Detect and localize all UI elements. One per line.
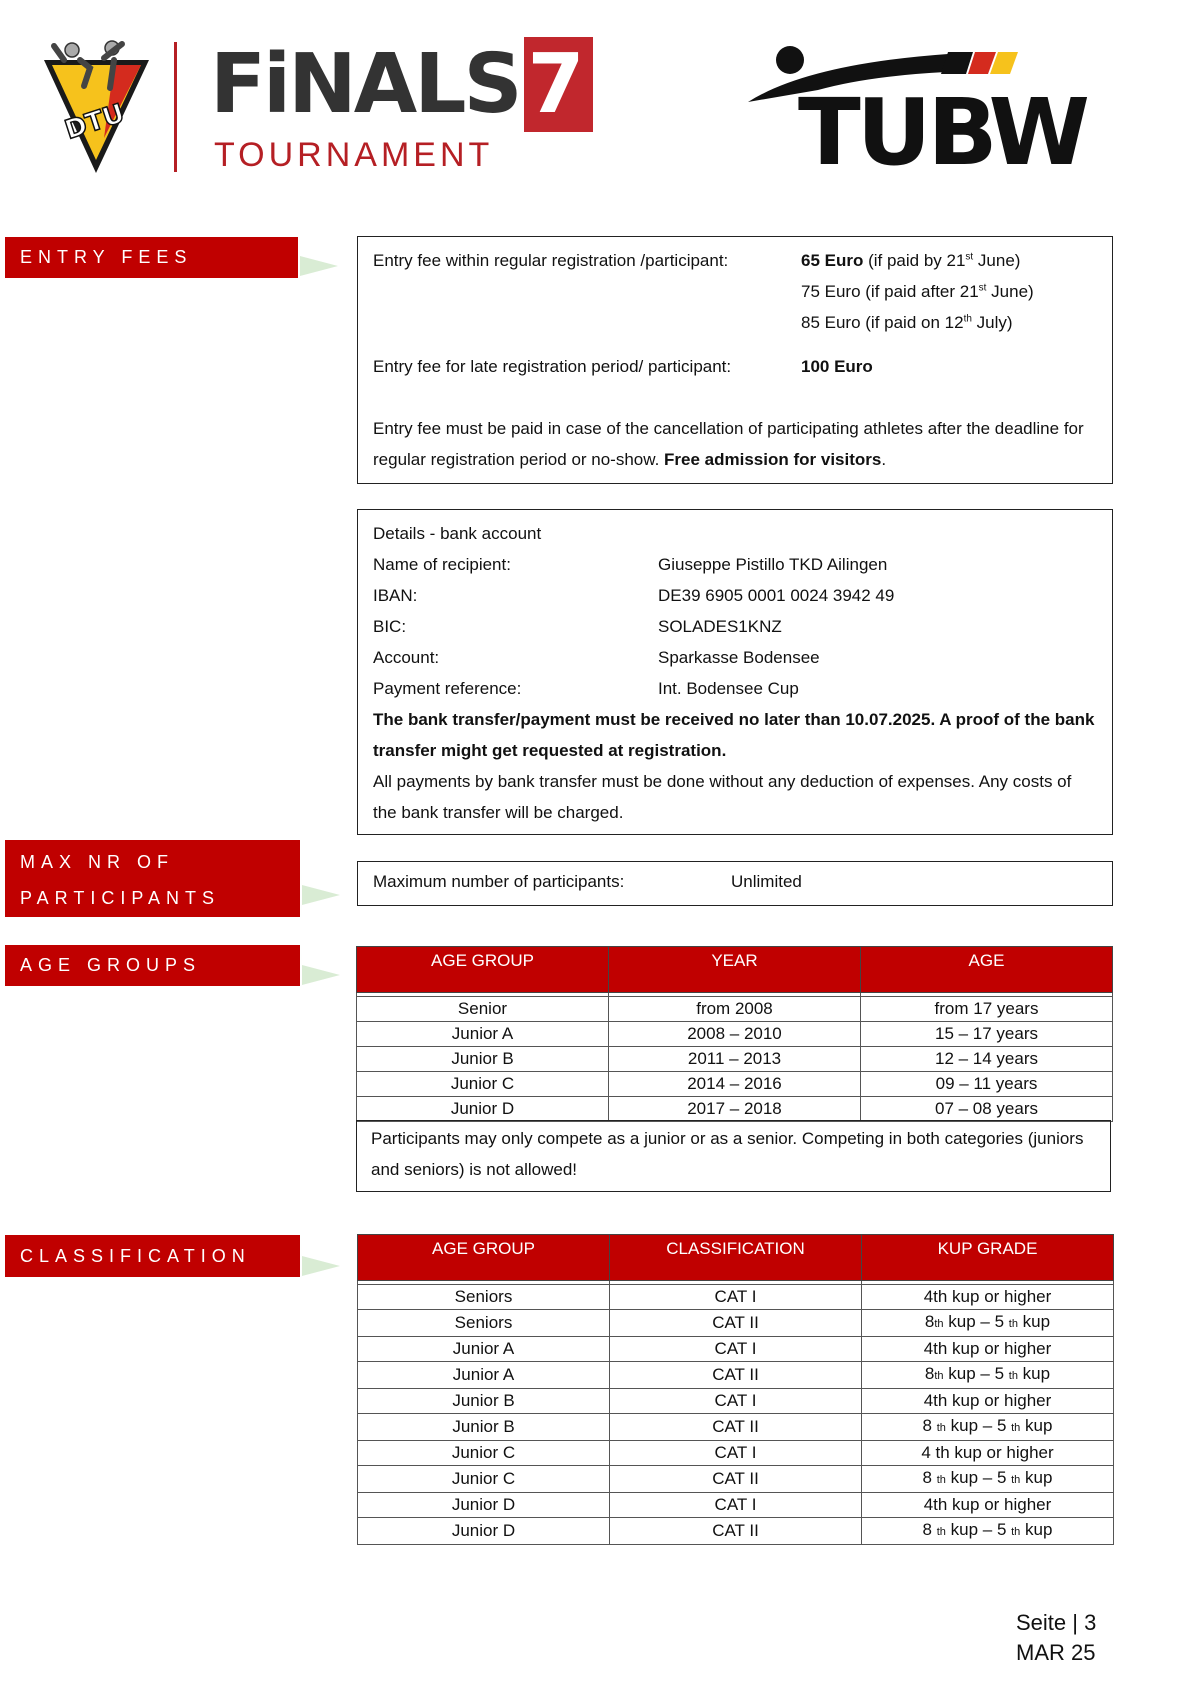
kup-grade-cell: 4th kup or higher — [862, 1337, 1114, 1362]
table-cell: from 2008 — [609, 997, 861, 1022]
table-row — [357, 1097, 1113, 1122]
age-group-cell: Junior B — [358, 1389, 610, 1414]
table-row — [358, 1285, 1114, 1310]
category-cell: CAT I — [610, 1493, 862, 1518]
table-row — [358, 1493, 1114, 1518]
bank-row — [373, 611, 1097, 642]
bank-title: Details - bank account — [373, 524, 542, 543]
category-cell: CAT I — [610, 1389, 862, 1414]
dtu-logo — [44, 38, 149, 173]
max-participants-box — [357, 861, 1113, 906]
tournament-title: TOURNAMENT — [214, 136, 494, 174]
table-row — [358, 1466, 1114, 1493]
age-table-header: AGE GROUP — [357, 947, 609, 993]
tubw-logo-text: TUBW — [798, 79, 1087, 169]
category-cell: CAT II — [610, 1466, 862, 1493]
fee1-amount: 65 Euro — [801, 251, 864, 270]
category-cell: CAT II — [610, 1414, 862, 1441]
regular-fee-label: Entry fee within regular registration /participant: — [373, 251, 729, 270]
table-row — [357, 1072, 1113, 1097]
finals-number: 7 — [524, 37, 593, 132]
bank-row-label: Name of recipient: — [373, 555, 511, 574]
regular-fee-row — [373, 245, 1097, 338]
age-groups-table — [356, 946, 1113, 1122]
table-cell: Junior A — [357, 1022, 609, 1047]
table-cell: 2011 – 2013 — [609, 1047, 861, 1072]
table-row — [358, 1310, 1114, 1337]
header-divider — [174, 42, 177, 172]
age-group-cell: Junior C — [358, 1441, 610, 1466]
table-cell: Junior D — [357, 1097, 609, 1122]
category-cell: CAT I — [610, 1441, 862, 1466]
bank-row-value: Sparkasse Bodensee — [658, 648, 820, 667]
kup-grade-cell: 4 th kup or higher — [862, 1441, 1114, 1466]
bank-row-value: Giuseppe Pistillo TKD Ailingen — [658, 555, 888, 574]
dtu-logo-text: DTU — [61, 98, 129, 146]
kup-grade-cell: 8 th kup – 5 th kup — [862, 1466, 1114, 1493]
kup-grade-cell: 4th kup or higher — [862, 1285, 1114, 1310]
table-cell: 2014 – 2016 — [609, 1072, 861, 1097]
late-fee-label: Entry fee for late registration period/ participant: — [373, 357, 732, 376]
age-group-cell: Seniors — [358, 1310, 610, 1337]
age-group-cell: Junior D — [358, 1493, 610, 1518]
table-cell: Junior C — [357, 1072, 609, 1097]
kup-grade-cell: 4th kup or higher — [862, 1493, 1114, 1518]
classification-table — [357, 1234, 1114, 1545]
table-cell: 09 – 11 years — [861, 1072, 1113, 1097]
table-cell: Senior — [357, 997, 609, 1022]
category-cell: CAT II — [610, 1518, 862, 1545]
table-row — [357, 997, 1113, 1022]
bank-row-label: Payment reference: — [373, 679, 522, 698]
section-label-max-participants: MAX NR OF PARTICIPANTS — [5, 840, 300, 917]
bank-row-value: SOLADES1KNZ — [658, 617, 782, 636]
table-row — [358, 1518, 1114, 1545]
category-cell: CAT I — [610, 1337, 862, 1362]
table-row — [357, 1047, 1113, 1072]
classification-table-header: AGE GROUP — [358, 1235, 610, 1281]
table-cell: Junior B — [357, 1047, 609, 1072]
bank-deadline-note: The bank transfer/payment must be received no later than 10.07.2025. A proof of the bank transfer might get requested at registration. — [373, 710, 1095, 760]
age-group-cell: Junior C — [358, 1466, 610, 1493]
bank-row-value: Int. Bodensee Cup — [658, 679, 799, 698]
table-cell: 2008 – 2010 — [609, 1022, 861, 1047]
age-groups-note: Participants may only compete as a junior or as a senior. Competing in both categories (juniors and seniors) is not allowed! — [371, 1129, 1084, 1179]
table-cell: 2017 – 2018 — [609, 1097, 861, 1122]
category-cell: CAT II — [610, 1362, 862, 1389]
section-label-age-groups: AGE GROUPS — [5, 945, 300, 986]
bank-row-label: BIC: — [373, 617, 407, 636]
regular-fee-values: 65 Euro (if paid by 21st June) 75 Euro (if paid after 21st June) 85 Euro (if paid on 12th July) — [801, 251, 1034, 332]
bank-row-label: Account: — [373, 648, 440, 667]
section-label-classification: CLASSIFICATION — [5, 1235, 300, 1277]
table-cell: from 17 years — [861, 997, 1113, 1022]
bank-row — [373, 642, 1097, 673]
bank-row — [373, 580, 1097, 611]
table-cell: 12 – 14 years — [861, 1047, 1113, 1072]
max-participants-label: Maximum number of participants: — [373, 872, 625, 891]
table-row — [358, 1389, 1114, 1414]
entry-fees-box — [357, 236, 1113, 484]
kup-grade-cell: 8th kup – 5 th kup — [862, 1310, 1114, 1337]
age-group-cell: Junior D — [358, 1518, 610, 1545]
page-number: Seite | 3 — [1016, 1610, 1097, 1635]
tubw-logo — [748, 44, 1103, 169]
bank-rows — [373, 549, 1097, 704]
bank-row — [373, 673, 1097, 704]
document-date: MAR 25 — [1016, 1640, 1096, 1665]
category-cell: CAT II — [610, 1310, 862, 1337]
max-participants-value: Unlimited — [731, 872, 802, 891]
kup-grade-cell: 8 th kup – 5 th kup — [862, 1518, 1114, 1545]
finals-title: FiNALS7 — [210, 44, 593, 126]
kup-grade-cell: 4th kup or higher — [862, 1389, 1114, 1414]
bank-expense-note: All payments by bank transfer must be done without any deduction of expenses. Any costs of the bank transfer will be charged. — [373, 772, 1072, 822]
bank-row-label: IBAN: — [373, 586, 418, 605]
table-row — [358, 1441, 1114, 1466]
table-cell: 15 – 17 years — [861, 1022, 1113, 1047]
age-table-header: YEAR — [609, 947, 861, 993]
table-row — [357, 1022, 1113, 1047]
cancellation-note: Entry fee must be paid in case of the cancellation of participating athletes after the deadline for regular registration period or no-show. Free admission for visitors. — [373, 419, 1084, 469]
classification-table-header: CLASSIFICATION — [610, 1235, 862, 1281]
age-group-cell: Junior A — [358, 1337, 610, 1362]
age-group-cell: Junior A — [358, 1362, 610, 1389]
age-group-cell: Seniors — [358, 1285, 610, 1310]
section-wedge — [302, 885, 340, 905]
age-group-cell: Junior B — [358, 1414, 610, 1441]
bank-details-box — [357, 509, 1113, 835]
section-wedge — [302, 1256, 340, 1276]
table-cell: 07 – 08 years — [861, 1097, 1113, 1122]
classification-table-header: KUP GRADE — [862, 1235, 1114, 1281]
bank-row-value: DE39 6905 0001 0024 3942 49 — [658, 586, 895, 605]
table-row — [358, 1414, 1114, 1441]
late-fee-amount: 100 Euro — [801, 357, 873, 376]
age-table-header: AGE — [861, 947, 1113, 993]
kup-grade-cell: 8 th kup – 5 th kup — [862, 1414, 1114, 1441]
late-fee-row — [373, 351, 1097, 382]
age-groups-note-box — [356, 1120, 1111, 1192]
category-cell: CAT I — [610, 1285, 862, 1310]
kup-grade-cell: 8th kup – 5 th kup — [862, 1362, 1114, 1389]
bank-row — [373, 549, 1097, 580]
section-wedge — [302, 965, 340, 985]
table-row — [358, 1337, 1114, 1362]
section-wedge — [300, 256, 338, 276]
table-row — [358, 1362, 1114, 1389]
section-label-entry-fees: ENTRY FEES — [5, 237, 298, 278]
